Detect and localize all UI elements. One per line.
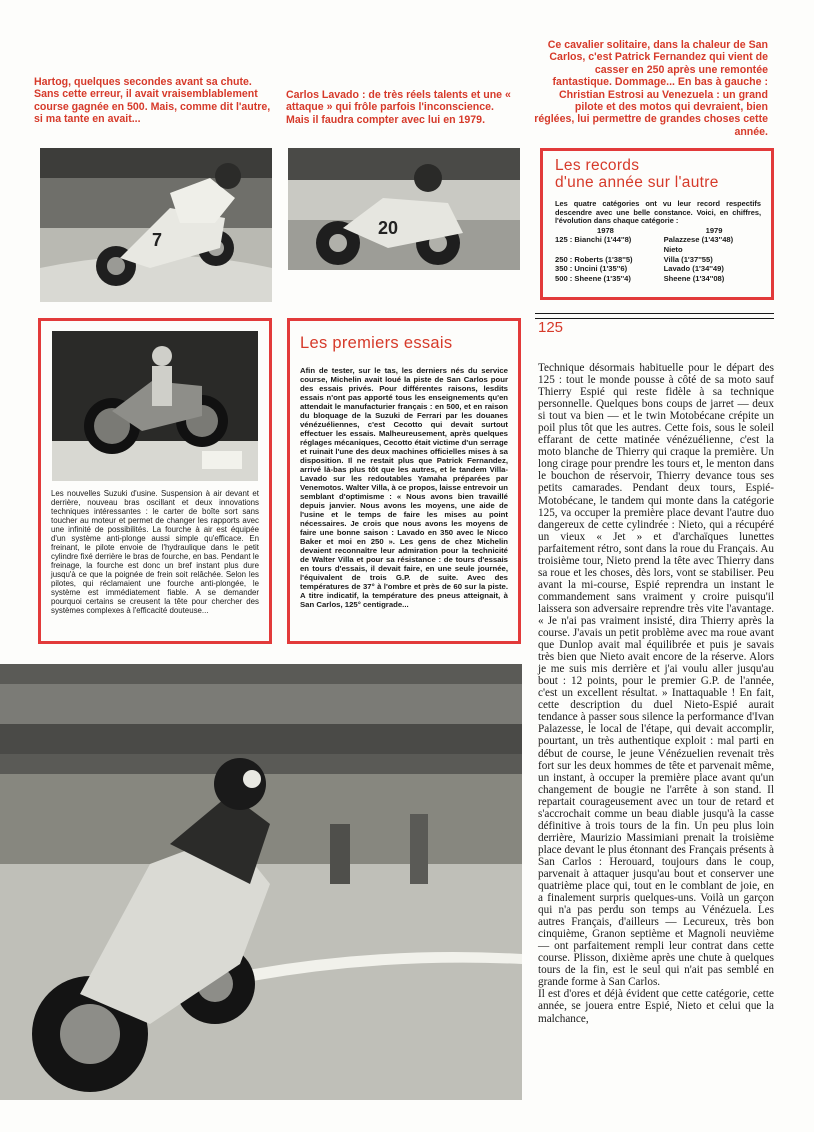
divider-rule	[535, 318, 774, 319]
record-a: 500 : Sheene (1'35''4)	[555, 273, 631, 283]
photo-estrosi	[0, 664, 522, 1100]
record-b: Sheene (1'34''08)	[663, 273, 725, 283]
records-title: Les records d'une année sur l'autre	[555, 157, 719, 191]
photo-lavado	[288, 148, 520, 270]
suzuki-caption: Les nouvelles Suzuki d'usine. Suspension à air devant et derrière, nouveau bras oscillant et deux innovations techniques intéressantes : le carter de boîte sort sans toucher au moteur et permet de changer les rapports avec une infinité de possibilités. La fourche à air est équipée d'un système anti-plonge aussi simple qu'efficace. En freinant, le pilote envoie de l'hydraulique dans le petit cylindre fixé derrière le bras de fourche, en bas. Pendant le freinage, la fourche est donc un bref instant plus dure jusqu'à ce que la poignée de frein soit relâchée. Selon les pilotes, qui réclamaient une fourche anti-plongée, le système est immédiatement fiable. A se demander pourquoi certains se creusent la tête pour chercher des systèmes complexes à l'efficacité douteuse...	[51, 489, 259, 615]
record-a: 250 : Roberts (1'38''5)	[555, 254, 633, 264]
bike-number: 20	[378, 218, 399, 238]
essais-title: Les premiers essais	[300, 334, 453, 352]
year-1979: 1979	[705, 225, 723, 235]
record-b: Lavado (1'34''49)	[663, 264, 724, 274]
records-box	[540, 148, 774, 300]
year-1978: 1978	[597, 225, 614, 235]
record-b: Palazzese (1'43''48)	[663, 235, 734, 245]
svg-text:7: 7	[152, 230, 163, 250]
records-intro: Les quatre catégories ont vu leur record respectifs descendre avec une belle constance. Voici, en chiffres, l'évolution dans chaque catégorie :	[555, 199, 761, 226]
record-b: Nieto	[663, 244, 683, 254]
record-a: 350 : Uncini (1'35''6)	[555, 264, 628, 274]
essais-text: Afin de tester, sur le tas, les derniers nés du service course, Michelin avait loué la piste de San Carlos pour des essais privés. Pour différentes raisons, lesdits essais n'ont pas apporté tous les enseignements qu'en attendait le manufacturier français : en 500, et en raison du bloquage de la Suzuki de Ferrari par les douanes vénézuéliennes, c'est Cecotto qui devait surtout effectuer les essais. Malheureusement, après quelques réglages mécaniques, Cecotto était victime d'un serrage et ruinait l'une des deux machines officielles mises à sa disposition. Il ne restait plus que Patrick Fernandez, arrivé là-bas plus tôt que les autres, et le tandem Villa-Lavado sur les redoutables Yamaha préparées par Venemotos. Walter Villa, à ce propos, laisse entrevoir un semblant d'optimisme : « Nous avons bien travaillé depuis janvier. Nous avons les moyens, une aide de l'usine et le temps de faire les mises au point nécessaires. Je crois que nous avons les moyens de faire une bonne saison : Lavado en 350 avec le Nicco Baker et moi en 250 ». Les gens de chez Michelin devaient reconnaître leur admiration pour la technicité de Walter Villa et pour sa résistance : de tours d'essais en tours d'essais, il devait faire, en une seule journée, l'équivalent de trois G.P. de suite. Avec des températures de 37° à l'ombre et près de 60 sur la piste. A titre indicatif, la température des pneus atteignait, à San Carlos, 125° centigrade...	[300, 366, 508, 609]
photo-hartog	[40, 148, 272, 302]
suzuki-box	[38, 318, 272, 644]
essais-box	[287, 318, 521, 644]
article-125	[538, 319, 774, 1025]
table-row	[555, 245, 761, 255]
divider-rule	[535, 313, 774, 314]
table-row	[555, 255, 761, 265]
record-b: Villa (1'37''55)	[663, 254, 713, 264]
article-heading: 125	[538, 319, 564, 336]
table-row	[555, 264, 761, 274]
photo-suzuki	[52, 331, 258, 481]
records-table	[555, 226, 761, 284]
article-paragraph: Il est d'ores et déjà évident que cette catégorie, cette année, se jouera entre Espié, Nieto et celui que la malchance,	[538, 988, 774, 1025]
record-a: 125 : Bianchi (1'44''8)	[555, 235, 632, 245]
table-row	[555, 274, 761, 284]
caption-lavado: Carlos Lavado : de très réels talents et une « attaque » qui frôle parfois l'inconscience. Mais il faudra compter avec lui en 1979.	[286, 89, 511, 126]
caption-hartog: Hartog, quelques secondes avant sa chute. Sans cette erreur, il avait vraisemblablement course gagnée en 500. Mais, comme dit l'autre, si ma tante en avait...	[34, 76, 271, 126]
table-row	[555, 235, 761, 245]
record-a	[555, 245, 664, 255]
caption-fernandez: Ce cavalier solitaire, dans la chaleur de San Carlos, c'est Patrick Fernandez qui vient de casser en 250 après une remontée fantastique. Dommage... En bas à gauche : Christian Estrosi au Venezuela : un grand pilote et des motos qui devraient, bien réglées, lui permettre de grandes choses cette année.	[534, 39, 768, 138]
article-paragraph: Technique désormais habituelle pour le départ des 125 : tout le monde pousse à côté de sa moto sauf Thierry Espié qui reste fidèle à sa technique personnelle. Quelques bons coups de jarret — deux si tout va bien — et le twin Motobécane crépite un poil plus tôt que les autres. Cette fois, sous le soleil effarant de cette matinée vénézuélienne, c'est la moto blanche de Thierry qui craque la première. Un long cirage pour prendre les tours et, le menton dans le bouchon de réservoir, Thierry devance tous ses petits camarades. Pendant deux tours, Espié-Motobécane, le tandem qui monte dans la catégorie 125, va occuper la première place devant l'autre duo dangereux de cette cylindrée : Nieto, qui a récupéré un vieux « Jet » et d'archaïques lunettes parfaitement rétro, sont dans la roue du Français. Au troisième tour, Nieto prend la tête avec Thierry dans sa roue et les choses, dès lors, vont se stabiliser. Peu avant la mi-course, Espié reprendra un instant le commandement sans vraiment y croire puisqu'il laissera son adversaire reprendre très vite l'avantage. « Je n'ai pas vraiment insisté, dira Thierry après la course. J'avais un petit problème avec ma roue avant que Dunlop avait mal équilibrée et puis je savais très bien que Nieto avait encore de la réserve. Alors je me suis mis derrière et j'ai voulu aller jusqu'au bout : 12 points, pour le premier G.P. de l'année, c'est un excellent résultat. » Inattaquable ! En fait, cette description du duel Nieto-Espié aurait tendance à passer sous silence la performance d'Ivan Palazesse, le local de l'étape, qui devait accomplir, pourtant, un très authentique exploit : mal parti en début de course, le jeune Vénézuelien revenait très fort sur les deux hommes de tête et parvenait même, un instant, à occuper la première place avant qu'un changement de bougie ne l'arrête à son stand. Il repartait courageusement avec un tour de retard et s'accrochait comme un beau diable jusqu'à la casse définitive à trois tours de la fin. Un peu plus loin derrière, Maurizio Massimiani prenait la troisième place devant le plus étonnant des Français présents à San Carlos : Herouard, toujours dans le coup, parvenait à attaquer jusqu'au bout et conserver une quatrième place qui, tout en le comblant de joie, en a finalement surpris quelques-uns. Voilà un garçon qui n'a pas perdu son temps au Vénézuela. Les autres Français, d'ailleurs — Lecureux, très bon cinquième, Granon septième et Magnoli neuvième — ont parfaitement rempli leur contrat dans cette course. Plisson, dixième après une chute à quelques tours de la fin, est le seul qui n'ait pas semblé en grande forme à San Carlos.	[538, 362, 774, 989]
